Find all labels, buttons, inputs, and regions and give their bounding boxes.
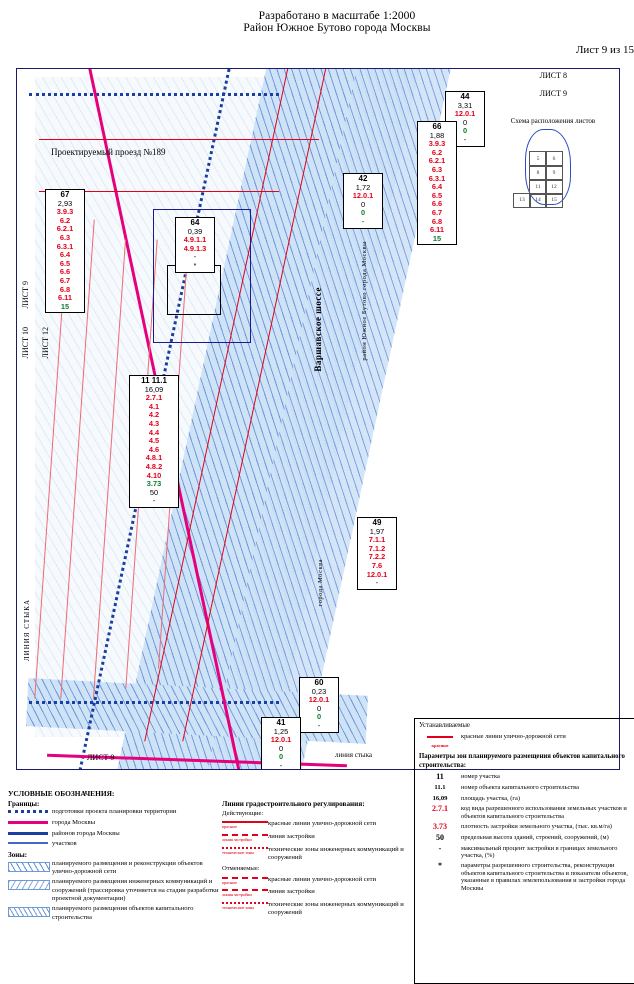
params-row-0 bbox=[419, 773, 631, 781]
sheet-label-bottom: ЛИСТ 9 bbox=[87, 753, 115, 762]
header-district-line: Район Южное Бутово города Москвы bbox=[243, 22, 431, 34]
legend2-row-existing-red bbox=[222, 820, 407, 831]
legend2-row-cancelled-buildline bbox=[222, 888, 407, 899]
header-scale-line: Разработано в масштабе 1:2000 bbox=[258, 10, 416, 22]
params-row-6 bbox=[419, 845, 631, 860]
legend-zone-text-1: планируемого размещения инженерных коммуникаций и сооружений (трассировка уточняется на стадии разработки проектной документации) bbox=[52, 878, 219, 902]
plot-value: 60 bbox=[314, 678, 324, 687]
parameters-panel bbox=[414, 718, 634, 984]
plot-value: 3.9.3 bbox=[56, 207, 74, 217]
red-line-icon bbox=[222, 820, 268, 831]
scheme-cell-6: 6 bbox=[545, 151, 563, 167]
legend-symbols bbox=[8, 790, 223, 924]
legend2-row-cancelled-utilzone bbox=[222, 901, 407, 917]
plot-value: 6.5 bbox=[59, 258, 71, 268]
plot-value: 49 bbox=[372, 518, 382, 527]
legend-text-2: районов города Москвы bbox=[52, 829, 120, 837]
plot-value: 1,72 bbox=[355, 182, 371, 192]
plot-value: 0 bbox=[278, 743, 284, 753]
hatch-utilities-icon bbox=[8, 878, 52, 890]
plot-value: 6.2.1 bbox=[56, 224, 74, 234]
params-key-2: 16,09 bbox=[432, 794, 448, 802]
legend-borders-title: Границы: bbox=[8, 800, 40, 809]
pink-line-icon bbox=[8, 819, 52, 824]
legend-title: УСЛОВНЫЕ ОБОЗНАЧЕНИЯ: bbox=[8, 789, 115, 798]
plot-label-41[interactable] bbox=[261, 717, 301, 770]
project-boundary-line-3 bbox=[29, 93, 279, 96]
red-line-1 bbox=[39, 139, 319, 140]
params-key-0: 11 bbox=[436, 772, 444, 782]
cancelled-red-line-icon bbox=[222, 876, 268, 887]
plot-value: 6.8 bbox=[431, 216, 443, 226]
scheme-cell-13: 13 bbox=[513, 193, 531, 208]
plot-value: - bbox=[193, 252, 197, 262]
plot-value: 2.7.1 bbox=[145, 393, 163, 403]
sheet-label-left-2: ЛИСТ 10 bbox=[21, 327, 30, 359]
params-text-3: код вида разрешенного использования земельных участков и объектов капитального строительства bbox=[461, 805, 627, 821]
legend-text-1: города Москвы bbox=[52, 819, 96, 826]
scheme-cell-15: 15 bbox=[545, 193, 563, 208]
plot-value: 0,23 bbox=[311, 686, 327, 696]
plot-value: 1,88 bbox=[429, 130, 445, 140]
plot-value: 0 bbox=[278, 752, 284, 762]
legend-row-project-boundary bbox=[8, 808, 223, 816]
legend2-row-existing-buildline bbox=[222, 833, 407, 844]
plot-value: 42 bbox=[358, 174, 368, 183]
legend-row-city-boundary bbox=[8, 819, 223, 827]
plot-label-11[interactable] bbox=[129, 375, 179, 508]
plot-value: 6.3 bbox=[431, 164, 443, 174]
cancelled-utility-zone-icon bbox=[222, 901, 268, 912]
sheet-label-top-2: ЛИСТ 9 bbox=[539, 89, 567, 98]
plot-value: - bbox=[317, 720, 321, 730]
plot-value: 6.6 bbox=[59, 267, 71, 277]
plot-value: 6.4 bbox=[59, 250, 71, 260]
legend-row-parcel-boundary bbox=[8, 840, 223, 848]
params-established-title: Устанавливаемые bbox=[419, 722, 470, 729]
plot-value: 12.0.1 bbox=[366, 569, 388, 579]
joint-line-label-left: ЛИНИЯ СТЫКА bbox=[23, 599, 31, 662]
joint-line-label-bottom: линия стыка bbox=[335, 751, 372, 759]
map-canvas[interactable] bbox=[16, 68, 620, 770]
plot-value: 1,97 bbox=[369, 526, 385, 536]
blue-line-icon bbox=[8, 830, 52, 835]
sheet-label-left-3: ЛИСТ 12 bbox=[41, 327, 50, 359]
red-line-caption: красные bbox=[222, 824, 237, 830]
scheme-cell-9: 9 bbox=[545, 165, 563, 181]
plot-value: 15 bbox=[432, 233, 442, 243]
params-title: Параметры зон планируемого размещения объектов капитального строительства: bbox=[419, 753, 625, 769]
params-row-4 bbox=[419, 823, 631, 831]
legend-zone-text-2: планируемого размещения объектов капитального строительства bbox=[52, 905, 194, 921]
legend2-row-existing-utilzone bbox=[222, 846, 407, 862]
params-row-2 bbox=[419, 795, 631, 803]
legend2-existing-text-1: линия застройки bbox=[268, 833, 315, 841]
params-row-5 bbox=[419, 834, 631, 842]
plot-value: 0 bbox=[316, 712, 322, 722]
legend2-cancelled-title: Отменяемые: bbox=[222, 865, 260, 873]
legend2-title: Линии градостроительного регулирования: bbox=[222, 800, 365, 808]
plot-value: 4.10 bbox=[146, 470, 162, 480]
params-text-7: параметры разрешенного строительства, реконструкции объектов капитального строительства и показатели объектов, указанные в правилах землепользования и застройки города Москвы bbox=[461, 862, 629, 892]
plot-value: 64 bbox=[190, 218, 200, 227]
plot-value: 4.8.1 bbox=[145, 453, 163, 463]
plot-value: 0,39 bbox=[187, 226, 203, 236]
plot-value: 44 bbox=[460, 92, 470, 101]
plot-value: 6.6 bbox=[431, 199, 443, 209]
plot-value: 6.7 bbox=[59, 275, 71, 285]
utility-zone-caption: технические зоны bbox=[222, 850, 255, 855]
legend-row-zone-road bbox=[8, 860, 223, 876]
established-red-caption: красные bbox=[431, 742, 449, 748]
plot-value: 7.1.2 bbox=[368, 543, 386, 553]
plot-value: 12.0.1 bbox=[270, 735, 292, 745]
sheets-scheme-title: Схема расположения листов bbox=[510, 117, 596, 125]
plot-value: 3.73 bbox=[146, 479, 162, 489]
cancelled-building-caption: линия застройки bbox=[222, 892, 252, 898]
params-row-7 bbox=[419, 862, 631, 892]
established-red-line-icon bbox=[419, 733, 461, 750]
plot-value: - bbox=[375, 578, 379, 588]
plot-value: 15 bbox=[60, 301, 70, 311]
plot-value: 41 bbox=[276, 718, 286, 727]
page-header bbox=[0, 10, 634, 34]
plot-value: 4.2 bbox=[148, 410, 160, 420]
legend-row-zone-buildings bbox=[8, 905, 223, 921]
plot-value: 0 bbox=[360, 199, 366, 209]
plot-value: 7.1.1 bbox=[368, 535, 386, 545]
legend-text-0: подготовки проекта планировки территории bbox=[52, 808, 177, 816]
plot-value: 0 bbox=[360, 208, 366, 218]
plot-value: 1,25 bbox=[273, 726, 289, 736]
params-text-5: предельная высота зданий, строений, сооружений, (м) bbox=[461, 833, 609, 841]
sheet-number: Лист 9 из 15 bbox=[575, 44, 634, 56]
plot-value: 4.8.2 bbox=[145, 461, 163, 471]
plot-value: 12.0.1 bbox=[352, 191, 374, 201]
plot-value: 6.3.1 bbox=[428, 173, 446, 183]
plot-value: 6.11 bbox=[58, 293, 72, 303]
cancelled-red-caption: красные bbox=[222, 879, 237, 885]
legend-row-zone-utilities bbox=[8, 878, 223, 903]
plot-label-64[interactable] bbox=[175, 217, 215, 273]
sheets-scheme-grid bbox=[507, 127, 599, 207]
params-row-1 bbox=[419, 784, 631, 792]
district-boundary-label: район Южное Бутово города Москвы bbox=[361, 241, 368, 361]
hatch-buildings-icon bbox=[8, 905, 52, 917]
legend2-existing-title: Действующие: bbox=[222, 810, 264, 818]
plot-value: 6.2 bbox=[59, 215, 71, 225]
plot-value: 0 bbox=[462, 126, 468, 136]
dotted-blue-icon bbox=[8, 808, 52, 813]
building-line-caption: линия застройки bbox=[222, 837, 252, 843]
plot-value: 6.3.1 bbox=[56, 241, 74, 251]
scheme-cell-8: 8 bbox=[529, 165, 547, 181]
cancelled-building-line-icon bbox=[222, 888, 268, 899]
plot-value: - bbox=[361, 216, 365, 226]
plot-value: 4.3 bbox=[148, 418, 160, 428]
legend2-cancelled-text-2: технические зоны инженерных коммуникаций и сооружений bbox=[268, 901, 404, 917]
plot-value: 4.6 bbox=[148, 444, 160, 454]
hatch-road-icon bbox=[8, 860, 52, 872]
plot-value: 7.2.2 bbox=[368, 552, 386, 562]
plot-value: 11 11.1 bbox=[141, 376, 167, 385]
plot-value: - bbox=[152, 496, 156, 506]
params-row-3 bbox=[419, 805, 631, 820]
params-key-5: 50 bbox=[436, 832, 444, 842]
plot-value: 50 bbox=[149, 487, 159, 497]
sheet-label-top-1: ЛИСТ 8 bbox=[539, 71, 567, 80]
params-key-6: - bbox=[438, 843, 442, 853]
plot-value: 0 bbox=[316, 703, 322, 713]
legend-row-district-boundary bbox=[8, 830, 223, 838]
scheme-cell-12: 12 bbox=[545, 179, 563, 195]
params-text-1: номер объекта капитального строительства bbox=[461, 783, 579, 791]
legend-regulation-lines bbox=[222, 800, 407, 919]
sheet-label-left-1: ЛИСТ 9 bbox=[21, 281, 30, 309]
legend-zone-text-0: планируемого размещения и реконструкции объектов улично-дорожной сети bbox=[52, 859, 203, 875]
plot-value: 67 bbox=[60, 190, 70, 199]
legend-zones-title: Зоны: bbox=[8, 851, 28, 860]
plot-value: 66 bbox=[432, 122, 442, 131]
sheets-scheme bbox=[493, 117, 613, 207]
scheme-cell-5: 5 bbox=[529, 151, 547, 167]
city-boundary-label: города Москва bbox=[317, 559, 324, 607]
legend2-cancelled-text-0: красные линии улично-дорожной сети bbox=[268, 875, 377, 883]
legend2-existing-text-2: технические зоны инженерных коммуникаций и сооружений bbox=[268, 846, 404, 862]
plot-value: 6.2.1 bbox=[428, 156, 446, 166]
utility-zone-icon bbox=[222, 846, 268, 857]
plot-value: 3.9.3 bbox=[428, 139, 446, 149]
plot-value: - bbox=[279, 760, 283, 770]
params-key-4: 3.73 bbox=[433, 822, 447, 831]
plot-value: 7.6 bbox=[371, 560, 383, 570]
plot-label-49[interactable] bbox=[357, 517, 397, 590]
legend2-cancelled-text-1: линия застройки bbox=[268, 888, 315, 896]
plot-label-60[interactable] bbox=[299, 677, 339, 733]
plot-label-66[interactable] bbox=[417, 121, 457, 245]
params-text-0: номер участка bbox=[461, 773, 500, 781]
highway-label: Варшавское шоссе bbox=[313, 287, 323, 372]
plot-value: 6.7 bbox=[431, 207, 443, 217]
scheme-cell-11: 11 bbox=[529, 179, 547, 195]
params-established-row bbox=[419, 733, 631, 750]
plot-value: 16,09 bbox=[144, 384, 164, 394]
plot-value: 4.9.1.1 bbox=[183, 235, 207, 245]
plot-value: 4.4 bbox=[148, 427, 160, 437]
proezd-label: Проектируемый проезд №189 bbox=[51, 147, 166, 157]
cancelled-utility-caption: технические зоны bbox=[222, 905, 255, 911]
plot-value: 0 bbox=[462, 117, 468, 127]
legend2-row-cancelled-red bbox=[222, 876, 407, 887]
plot-value: 6.4 bbox=[431, 182, 443, 192]
params-key-1: 11.1 bbox=[434, 783, 446, 791]
building-line-icon bbox=[222, 833, 268, 844]
plot-value: 6.5 bbox=[431, 190, 443, 200]
plot-value: 6.3 bbox=[59, 232, 71, 242]
plot-value: 6.11 bbox=[430, 225, 444, 235]
params-text-2: площадь участка, (га) bbox=[461, 794, 520, 802]
plot-value: 4.9.1.3 bbox=[183, 243, 207, 253]
plot-value: 6.2 bbox=[431, 147, 443, 157]
plot-value: * bbox=[193, 260, 197, 270]
plot-value: 12.0.1 bbox=[308, 695, 330, 705]
plot-label-42[interactable] bbox=[343, 173, 383, 229]
plot-value: 6.8 bbox=[59, 284, 71, 294]
params-key-7: * bbox=[438, 861, 442, 871]
plot-value: 4.5 bbox=[148, 436, 160, 446]
plot-value: 12.0.1 bbox=[454, 109, 476, 119]
plot-value: - bbox=[463, 134, 467, 144]
legend2-existing-text-0: красные линии улично-дорожной сети bbox=[268, 820, 377, 828]
plot-value: 2,93 bbox=[57, 198, 73, 208]
params-key-3: 2.7.1 bbox=[432, 804, 448, 814]
thin-blue-line-icon bbox=[8, 840, 52, 844]
params-text-6: максимальный процент застройки в границах земельного участка, (%) bbox=[461, 844, 618, 860]
scheme-cell-14: 14 bbox=[529, 193, 547, 208]
plot-value: 4.1 bbox=[148, 401, 160, 411]
params-established-text: красные линии улично-дорожной сети bbox=[461, 733, 566, 741]
plot-label-67[interactable] bbox=[45, 189, 85, 313]
legend-text-3: участков bbox=[52, 840, 77, 848]
params-text-4: плотность застройки земельного участка, (тыс. кв.м/га) bbox=[461, 823, 612, 830]
plot-value: 3,31 bbox=[457, 100, 473, 110]
